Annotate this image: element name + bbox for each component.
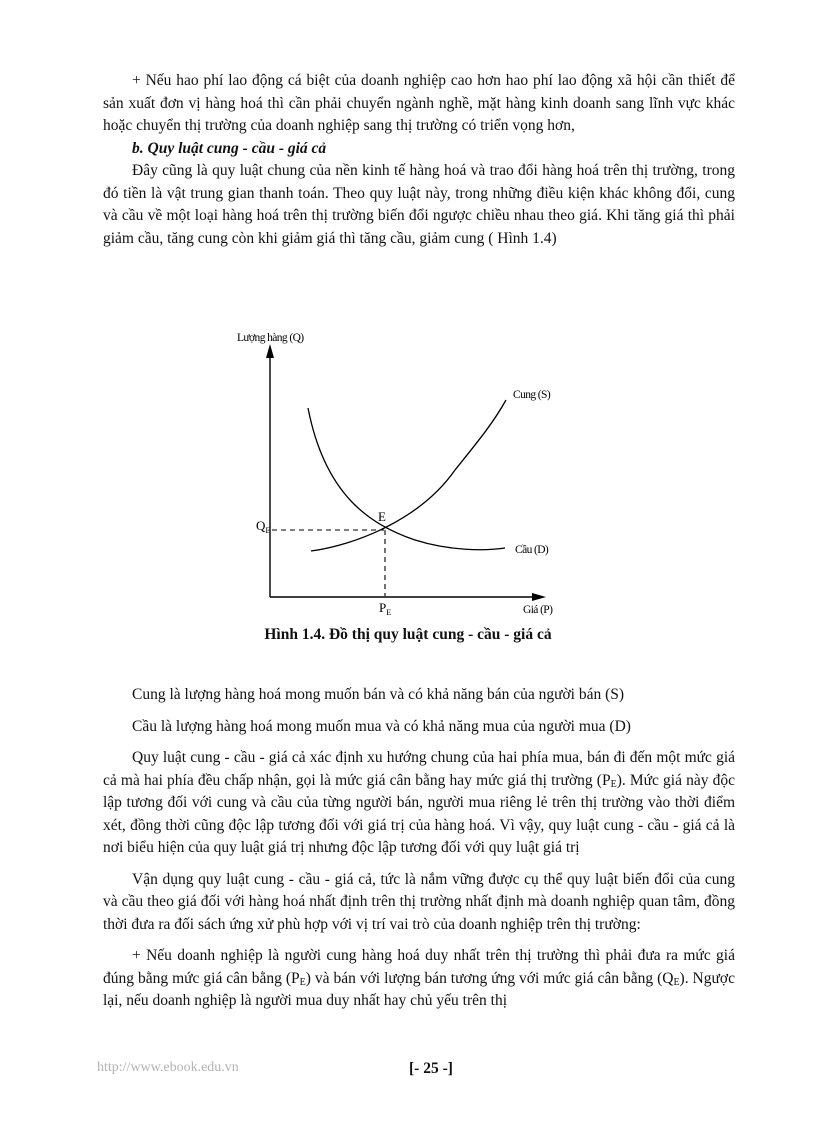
paragraph-2: Đây cũng là quy luật chung của nền kinh tế hàng hoá và trao đổi hàng hoá trên thị trường, trong đó tiền là vật trung gian thanh toán. Theo quy luật này, trong những điều kiện khác không đổi, cung và cầu về một loại hàng hoá trên thị trường biến đổi ngược chiều nhau theo giá. Khi tăng giá thì phải giảm cầu, tăng cung còn khi giảm giá thì tăng cầu, giảm cung ( Hình 1.4) [103,162,735,247]
supply-curve [311,400,506,551]
subscript-e: E [610,778,617,790]
paragraph-7-part-c: ). Ngược lại, nếu doanh nghiệp là người mua duy nhất hay chủ yếu trên thị [103,969,735,1009]
paragraph-5-part-a: Quy luật cung - cầu - giá cả xác định xu hướng chung của hai phía mua, bán đi đến một mức giá cả mà hai phía đều chấp nhận, gọi là mức giá cân bằng hay mức giá thị trường (P [103,749,735,789]
supply-label: Cung (S) [513,389,551,401]
paragraph-6: Vận dụng quy luật cung - cầu - giá cả, tức là nắm vững được cụ thể quy luật biến đổi của cung và cầu theo giá đối với hàng hoá nhất định trên thị trường nhất định mà doanh nghiệp quan tâm, đồng thời đưa ra đối sách ứng xử phù hợp với vị trí vai trò của doanh nghiệp trên thị trường: [103,870,735,933]
page-body-continued [103,684,735,1013]
subscript-e: E [299,976,306,988]
page-number: [- 25 -] [409,1060,453,1077]
pe-label: $P_E$ [379,600,392,617]
qe-label: $Q_E$ [256,518,271,535]
figure-caption: Hình 1.4. Đồ thị quy luật cung - cầu - giá cả [264,626,552,643]
paragraph-3: Cung là lượng hàng hoá mong muốn bán và có khả năng bán của người bán (S) [132,686,625,703]
y-axis-arrow [266,344,274,358]
subscript-e: E [673,976,680,988]
section-title: b. Quy luật cung - cầu - giá cả [132,139,327,157]
paragraph-5-part-b: ). Mức giá này độc lập tương đối với cung và cầu của từng người bán, người mua riêng lẻ trên thị trường vào thời điểm xét, đồng thời cũng độc lập tương đối với giá trị của hàng hoá. Vì vậy, quy luật cung - cầu - giá cả là nơi biểu hiện của quy luật giá trị nhưng độc lập tương đối với quy luật giá trị [103,771,736,856]
paragraph-7-part-a: + Nếu doanh nghiệp là người cung hàng hoá duy nhất trên thị trường thì phải đưa ra mức giá đúng bằng mức giá cân bằng (P [103,947,735,987]
paragraph-7 [103,945,735,1013]
paragraph-7-part-b: ) và bán với lượng bán tương ứng với mức giá cân bằng (Q [305,969,674,987]
footer-url: http://www.ebook.edu.vn [97,1060,239,1075]
paragraph-5 [103,747,735,860]
paragraph-1: + Nếu hao phí lao động cá biệt của doanh nghiệp cao hơn hao phí lao động xã hội cần thiết để sản xuất đơn vị hàng hoá thì cần phải chuyển ngành nghề, mặt hàng kinh doanh sang lĩnh vực khác hoặc chuyển thị trường của doanh nghiệp sang thị trường có triển vọng hơn, [103,72,735,134]
demand-curve [308,408,505,550]
y-axis-label: Lượng hàng (Q) [237,332,304,344]
paragraph-4: Cầu là lượng hàng hoá mong muốn mua và có khả năng mua của người mua (D) [132,717,631,735]
demand-label: Cầu (D) [515,544,549,556]
equilibrium-label: E [378,509,386,524]
x-axis-label: Giá (P) [523,604,553,616]
x-axis-arrow [532,593,546,601]
